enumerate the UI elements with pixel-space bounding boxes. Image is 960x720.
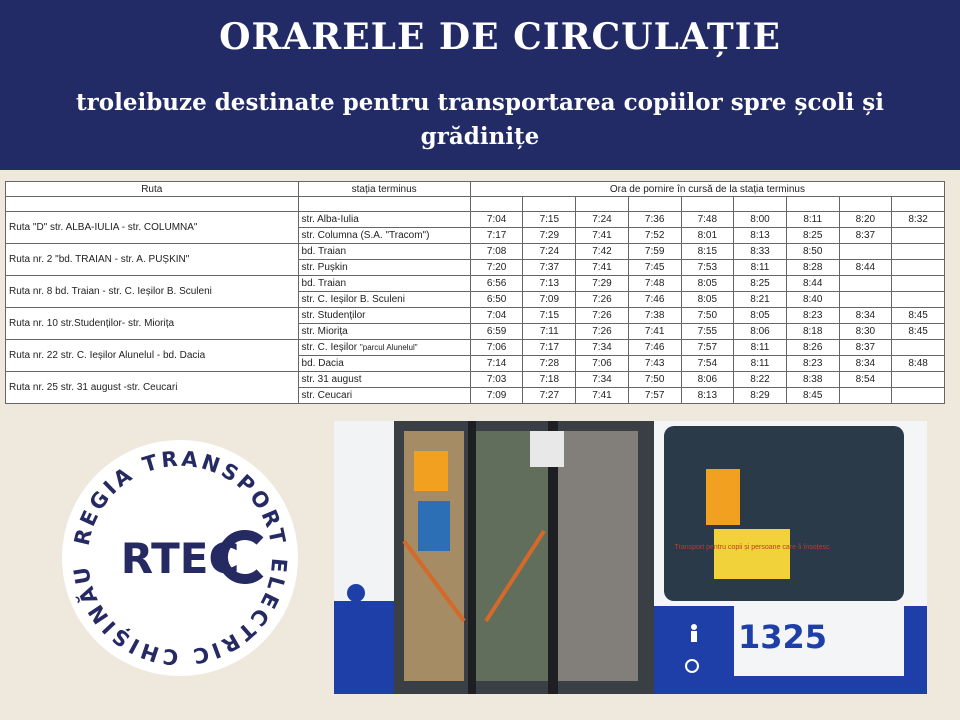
- departure-time-cell: 7:13: [523, 276, 576, 292]
- departure-time-cell: 8:26: [786, 340, 839, 356]
- departure-time-cell: 8:28: [786, 260, 839, 276]
- terminus-note: "parcul Alunelul": [359, 343, 418, 352]
- terminus-cell: [298, 356, 470, 372]
- terminus-cell: [298, 340, 470, 356]
- departure-time-cell: 7:26: [576, 324, 629, 340]
- departure-time-cell: 7:17: [470, 228, 523, 244]
- departure-time-cell: [892, 292, 945, 308]
- table-row: [6, 244, 945, 260]
- route-name-cell: Ruta nr. 22 str. C. Ieșilor Alunelul - bd. Dacia: [6, 340, 299, 372]
- departure-time-cell: [892, 260, 945, 276]
- departure-time-cell: 7:27: [523, 388, 576, 404]
- table-row: [6, 340, 945, 356]
- terminus-cell: [298, 372, 470, 388]
- departure-time-cell: 8:05: [681, 276, 734, 292]
- table-row: [6, 308, 945, 324]
- departure-time-cell: 6:59: [470, 324, 523, 340]
- departure-time-cell: 8:25: [786, 228, 839, 244]
- departure-time-cell: 7:26: [576, 308, 629, 324]
- departure-time-cell: 7:48: [628, 276, 681, 292]
- departure-time-cell: 8:00: [734, 212, 787, 228]
- departure-time-cell: 7:15: [523, 308, 576, 324]
- departure-time-cell: 7:45: [628, 260, 681, 276]
- departure-time-cell: 8:37: [839, 340, 892, 356]
- departure-time-cell: [892, 372, 945, 388]
- departure-time-cell: 8:45: [786, 388, 839, 404]
- route-name-cell: Ruta nr. 8 bd. Traian - str. C. Ieșilor B. Sculeni: [6, 276, 299, 308]
- route-header: Ruta: [6, 182, 299, 197]
- departure-time-cell: 7:04: [470, 308, 523, 324]
- departure-time-cell: 7:48: [681, 212, 734, 228]
- departure-time-cell: 8:25: [734, 276, 787, 292]
- terminus-name: bd. Traian: [301, 246, 347, 257]
- logo-mark: RTEC: [120, 534, 240, 583]
- terminus-name: str. Miorița: [301, 326, 348, 337]
- departure-time-cell: 7:42: [576, 244, 629, 260]
- departure-time-cell: 8:06: [681, 372, 734, 388]
- departure-time-cell: 7:53: [681, 260, 734, 276]
- departure-time-cell: 8:15: [681, 244, 734, 260]
- departure-time-cell: 8:33: [734, 244, 787, 260]
- departure-time-cell: [892, 228, 945, 244]
- table-row: [6, 276, 945, 292]
- logo-ring-text: REGIA TRANSPORT ELECTRIC CHIȘINĂU: [68, 446, 292, 670]
- terminus-cell: [298, 324, 470, 340]
- departure-time-cell: 7:57: [681, 340, 734, 356]
- departure-time-cell: 8:11: [734, 340, 787, 356]
- page-title: ORARELE DE CIRCULAȚIE: [219, 16, 781, 58]
- departure-time-cell: 8:22: [734, 372, 787, 388]
- rtec-logo: [62, 440, 298, 676]
- departure-time-cell: 8:50: [786, 244, 839, 260]
- departure-time-cell: 8:34: [839, 356, 892, 372]
- departure-time-cell: 7:46: [628, 340, 681, 356]
- departure-time-cell: 7:55: [681, 324, 734, 340]
- trolleybus-photo: [334, 421, 927, 694]
- terminus-name: str. Ceucari: [301, 390, 353, 401]
- departure-time-cell: 8:30: [839, 324, 892, 340]
- departure-time-cell: 8:44: [839, 260, 892, 276]
- terminus-cell: [298, 244, 470, 260]
- terminus-name: str. Alba-Iulia: [301, 214, 359, 225]
- route-name-cell: Ruta nr. 25 str. 31 august -str. Ceucari: [6, 372, 299, 404]
- departure-time-cell: 8:44: [786, 276, 839, 292]
- departure-time-cell: 7:34: [576, 340, 629, 356]
- departure-time-cell: 7:06: [470, 340, 523, 356]
- departure-time-cell: 7:09: [523, 292, 576, 308]
- terminus-cell: [298, 228, 470, 244]
- departures-header: Ora de pornire în cursă de la stația terminus: [470, 182, 944, 197]
- departure-time-cell: 8:54: [839, 372, 892, 388]
- header-banner: [0, 0, 960, 170]
- departure-time-cell: [839, 276, 892, 292]
- bus-number: 1325: [738, 618, 828, 656]
- departure-time-cell: 7:41: [576, 260, 629, 276]
- departure-time-cell: 8:45: [892, 308, 945, 324]
- departure-time-cell: [839, 292, 892, 308]
- departure-time-cell: 7:57: [628, 388, 681, 404]
- departure-time-cell: 8:01: [681, 228, 734, 244]
- departure-time-cell: 7:46: [628, 292, 681, 308]
- rtec-logo-graphic: [62, 440, 298, 676]
- terminus-name: str. Studenților: [301, 310, 366, 321]
- page-subtitle: troleibuze destinate pentru transportarea copiilor spre școli și grădinițe: [76, 89, 884, 150]
- departure-time-cell: [892, 276, 945, 292]
- departure-time-cell: 7:54: [681, 356, 734, 372]
- departure-time-cell: 7:28: [523, 356, 576, 372]
- departure-time-cell: 8:40: [786, 292, 839, 308]
- departure-time-cell: 8:32: [892, 212, 945, 228]
- departure-time-cell: 6:56: [470, 276, 523, 292]
- terminus-cell: [298, 388, 470, 404]
- departure-time-cell: 8:20: [839, 212, 892, 228]
- departure-time-cell: 8:23: [786, 308, 839, 324]
- spacer-row: [6, 197, 945, 212]
- terminus-name: bd. Dacia: [301, 358, 344, 369]
- departure-time-cell: 8:11: [734, 260, 787, 276]
- terminus-cell: [298, 276, 470, 292]
- departure-time-cell: 7:20: [470, 260, 523, 276]
- departure-time-cell: 7:03: [470, 372, 523, 388]
- terminus-name: bd. Traian: [301, 278, 347, 289]
- terminus-name: str. 31 august: [301, 374, 362, 385]
- departure-time-cell: 7:18: [523, 372, 576, 388]
- departure-time-cell: 7:29: [576, 276, 629, 292]
- departure-time-cell: 8:23: [786, 356, 839, 372]
- trolleybus-illustration: [334, 421, 927, 694]
- departure-time-cell: 8:48: [892, 356, 945, 372]
- departure-time-cell: 7:41: [576, 388, 629, 404]
- table-row: [6, 212, 945, 228]
- departure-time-cell: 7:24: [576, 212, 629, 228]
- departure-time-cell: 7:06: [576, 356, 629, 372]
- terminus-name: str. Columna (S.A. "Tracom"): [301, 230, 430, 241]
- departure-time-cell: 8:18: [786, 324, 839, 340]
- departure-time-cell: 7:04: [470, 212, 523, 228]
- route-name-cell: Ruta nr. 10 str.Studenților- str. Miorița: [6, 308, 299, 340]
- terminus-cell: [298, 212, 470, 228]
- departure-time-cell: 7:26: [576, 292, 629, 308]
- departure-time-cell: 7:36: [628, 212, 681, 228]
- schedule-sheet: [5, 181, 945, 404]
- departure-time-cell: 8:21: [734, 292, 787, 308]
- bus-window-sign-text: Transport pentru copii și persoane care îi însoțesc: [674, 544, 830, 551]
- terminus-cell: [298, 292, 470, 308]
- departure-time-cell: 7:11: [523, 324, 576, 340]
- departure-time-cell: 7:17: [523, 340, 576, 356]
- departure-time-cell: 7:37: [523, 260, 576, 276]
- terminus-name: str. C. Ieșilor B. Sculeni: [301, 294, 405, 305]
- departure-time-cell: 7:14: [470, 356, 523, 372]
- departure-time-cell: 7:38: [628, 308, 681, 324]
- departure-time-cell: 7:50: [681, 308, 734, 324]
- schedule-table: [5, 181, 945, 404]
- departure-time-cell: 8:29: [734, 388, 787, 404]
- departure-time-cell: 8:13: [681, 388, 734, 404]
- departure-time-cell: [892, 340, 945, 356]
- departure-time-cell: [892, 388, 945, 404]
- departure-time-cell: 8:06: [734, 324, 787, 340]
- departure-time-cell: 8:38: [786, 372, 839, 388]
- departure-time-cell: 8:11: [786, 212, 839, 228]
- departure-time-cell: 8:05: [681, 292, 734, 308]
- departure-time-cell: 7:08: [470, 244, 523, 260]
- departure-time-cell: 7:24: [523, 244, 576, 260]
- departure-time-cell: 7:41: [576, 228, 629, 244]
- departure-time-cell: 6:50: [470, 292, 523, 308]
- departure-time-cell: 7:52: [628, 228, 681, 244]
- departure-time-cell: [839, 244, 892, 260]
- route-name-cell: Ruta nr. 2 "bd. TRAIAN - str. A. PUȘKIN": [6, 244, 299, 276]
- route-name-cell: Ruta "D" str. ALBA-IULIA - str. COLUMNA": [6, 212, 299, 244]
- terminus-name: str. Pușkin: [301, 262, 348, 273]
- departure-time-cell: 7:29: [523, 228, 576, 244]
- terminus-header: stația terminus: [298, 182, 470, 197]
- terminus-cell: [298, 308, 470, 324]
- departure-time-cell: 7:15: [523, 212, 576, 228]
- departure-time-cell: 8:34: [839, 308, 892, 324]
- departure-time-cell: 7:34: [576, 372, 629, 388]
- table-row: [6, 372, 945, 388]
- departure-time-cell: 7:09: [470, 388, 523, 404]
- departure-time-cell: 8:37: [839, 228, 892, 244]
- departure-time-cell: 8:05: [734, 308, 787, 324]
- departure-time-cell: 8:45: [892, 324, 945, 340]
- departure-time-cell: 8:11: [734, 356, 787, 372]
- departure-time-cell: 7:59: [628, 244, 681, 260]
- departure-time-cell: 7:41: [628, 324, 681, 340]
- terminus-cell: [298, 260, 470, 276]
- departure-time-cell: [892, 244, 945, 260]
- terminus-name: str. C. Ieșilor: [301, 342, 358, 353]
- departure-time-cell: [839, 388, 892, 404]
- departure-time-cell: 8:13: [734, 228, 787, 244]
- departure-time-cell: 7:50: [628, 372, 681, 388]
- departure-time-cell: 7:43: [628, 356, 681, 372]
